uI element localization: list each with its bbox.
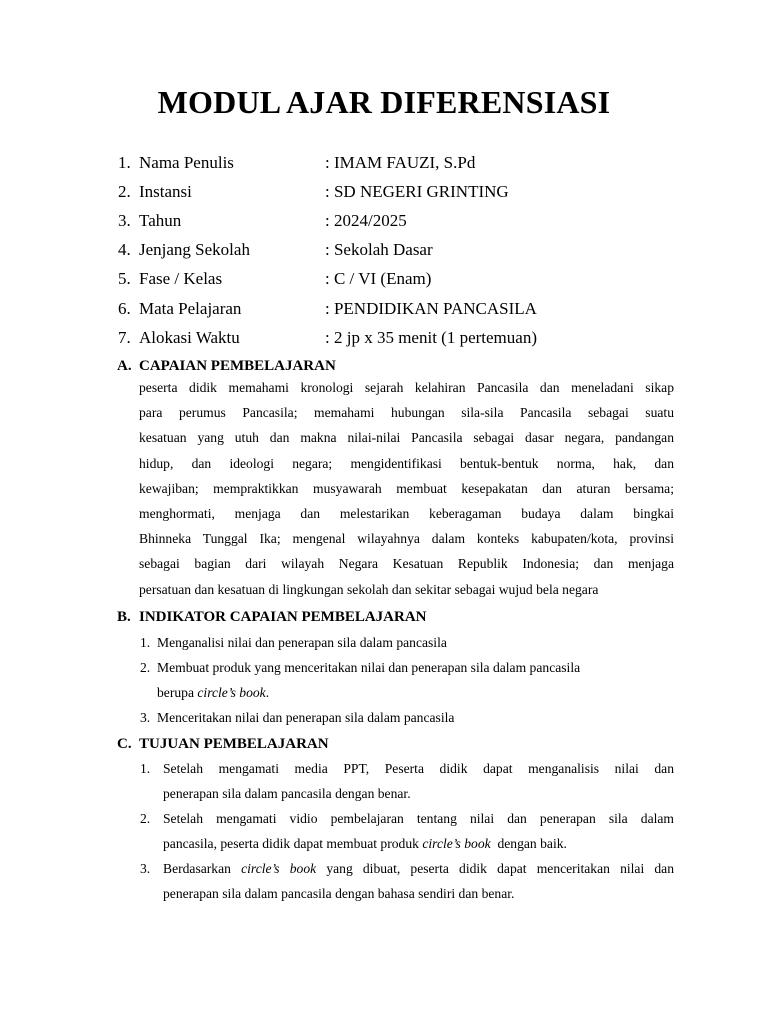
info-label: Tahun xyxy=(139,211,182,230)
section-letter: A. xyxy=(117,358,132,374)
section-letter: C. xyxy=(117,736,132,752)
paragraph-line: sebagai bagian dari wilayah Negara Kesatuan Republik Indonesia; dan menjaga xyxy=(139,556,674,572)
italic-term: circle’s book xyxy=(422,836,491,851)
info-number: 5. xyxy=(118,269,131,288)
paragraph-line: kewajiban; mempraktikkan musyawarah membuat kesepakatan dan aturan bersama; xyxy=(139,480,674,496)
info-number: 3. xyxy=(118,211,131,230)
list-number: 2. xyxy=(140,811,151,826)
info-value: : 2024/2025 xyxy=(325,211,407,230)
paragraph-line: persatuan dan kesatuan di lingkungan sekolah dan sekitar sebagai wujud bela negara xyxy=(139,581,599,597)
list-text: Setelah mengamati vidio pembelajaran tentang nilai dan penerapan sila dalam xyxy=(163,811,674,826)
list-number: 1. xyxy=(140,635,151,650)
info-number: 7. xyxy=(118,328,131,347)
list-text: Membuat produk yang menceritakan nilai dan penerapan sila dalam pancasila xyxy=(157,660,581,675)
list-text: pancasila, peserta didik dapat membuat produk xyxy=(163,836,423,851)
list-text: yang dibuat, peserta didik dapat menceritakan nilai dan xyxy=(316,861,674,876)
paragraph-line: hidup, dan ideologi negara; mengidentifikasi bentuk-bentuk norma, hak, dan xyxy=(139,455,674,471)
list-number: 3. xyxy=(140,861,151,876)
list-text: Berdasarkan xyxy=(163,861,242,876)
section-title: INDIKATOR CAPAIAN PEMBELAJARAN xyxy=(139,609,427,625)
list-number: 3. xyxy=(140,710,151,725)
italic-term: circle’s book xyxy=(241,861,317,876)
list-number: 2. xyxy=(140,660,151,675)
info-label: Instansi xyxy=(139,182,192,201)
info-label: Alokasi Waktu xyxy=(139,328,240,347)
paragraph-line: para perumus Pancasila; memahami hubungan sila-sila Pancasila sebagai suatu xyxy=(139,405,674,421)
info-label: Mata Pelajaran xyxy=(139,299,242,318)
list-text: dengan baik. xyxy=(490,836,567,851)
info-value: : Sekolah Dasar xyxy=(325,240,433,259)
paragraph-line: peserta didik memahami kronologi sejarah kelahiran Pancasila dan meneladani sikap xyxy=(139,380,674,395)
info-value: : PENDIDIKAN PANCASILA xyxy=(325,299,537,318)
section-title: TUJUAN PEMBELAJARAN xyxy=(139,736,329,752)
list-text-mixed xyxy=(163,860,674,877)
section-letter: B. xyxy=(117,609,131,625)
paragraph-line: menghormati, menjaga dan melestarikan keberagaman budaya dalam bingkai xyxy=(139,505,674,521)
list-text: penerapan sila dalam pancasila dengan bahasa sendiri dan benar. xyxy=(163,886,515,901)
section-title: CAPAIAN PEMBELAJARAN xyxy=(139,358,336,374)
info-value: : C / VI (Enam) xyxy=(325,269,432,288)
list-text-mixed xyxy=(163,835,674,852)
list-item-continuation xyxy=(157,684,269,701)
paragraph-line: kesatuan yang utuh dan makna nilai-nilai Pancasila sebagai dasar negara, pandangan xyxy=(139,430,674,446)
list-number: 1. xyxy=(140,761,151,776)
info-number: 2. xyxy=(118,182,131,201)
list-text: . xyxy=(265,685,270,700)
info-number: 1. xyxy=(118,153,131,172)
info-value: : IMAM FAUZI, S.Pd xyxy=(325,153,476,172)
list-text: Setelah mengamati media PPT, Peserta didik dapat menganalisis nilai dan xyxy=(163,761,674,776)
list-text: penerapan sila dalam pancasila dengan benar. xyxy=(163,786,411,801)
info-number: 6. xyxy=(118,299,131,318)
page-title: MODUL AJAR DIFERENSIASI xyxy=(157,84,611,120)
info-value: : SD NEGERI GRINTING xyxy=(325,182,509,201)
info-label: Jenjang Sekolah xyxy=(139,240,250,259)
paragraph-line: Bhinneka Tunggal Ika; mengenal wilayahnya dalam konteks kabupaten/kota, provinsi xyxy=(139,531,674,547)
info-number: 4. xyxy=(118,240,131,259)
learning-outcomes-paragraph xyxy=(139,375,674,602)
list-text: Menceritakan nilai dan penerapan sila dalam pancasila xyxy=(157,710,455,725)
info-label: Fase / Kelas xyxy=(139,269,223,288)
list-text: Menganalisi nilai dan penerapan sila dalam pancasila xyxy=(157,635,447,650)
info-value: : 2 jp x 35 menit (1 pertemuan) xyxy=(325,328,537,347)
info-label: Nama Penulis xyxy=(139,153,234,172)
italic-term: circle’s book xyxy=(197,685,266,700)
list-text: berupa xyxy=(157,685,198,700)
